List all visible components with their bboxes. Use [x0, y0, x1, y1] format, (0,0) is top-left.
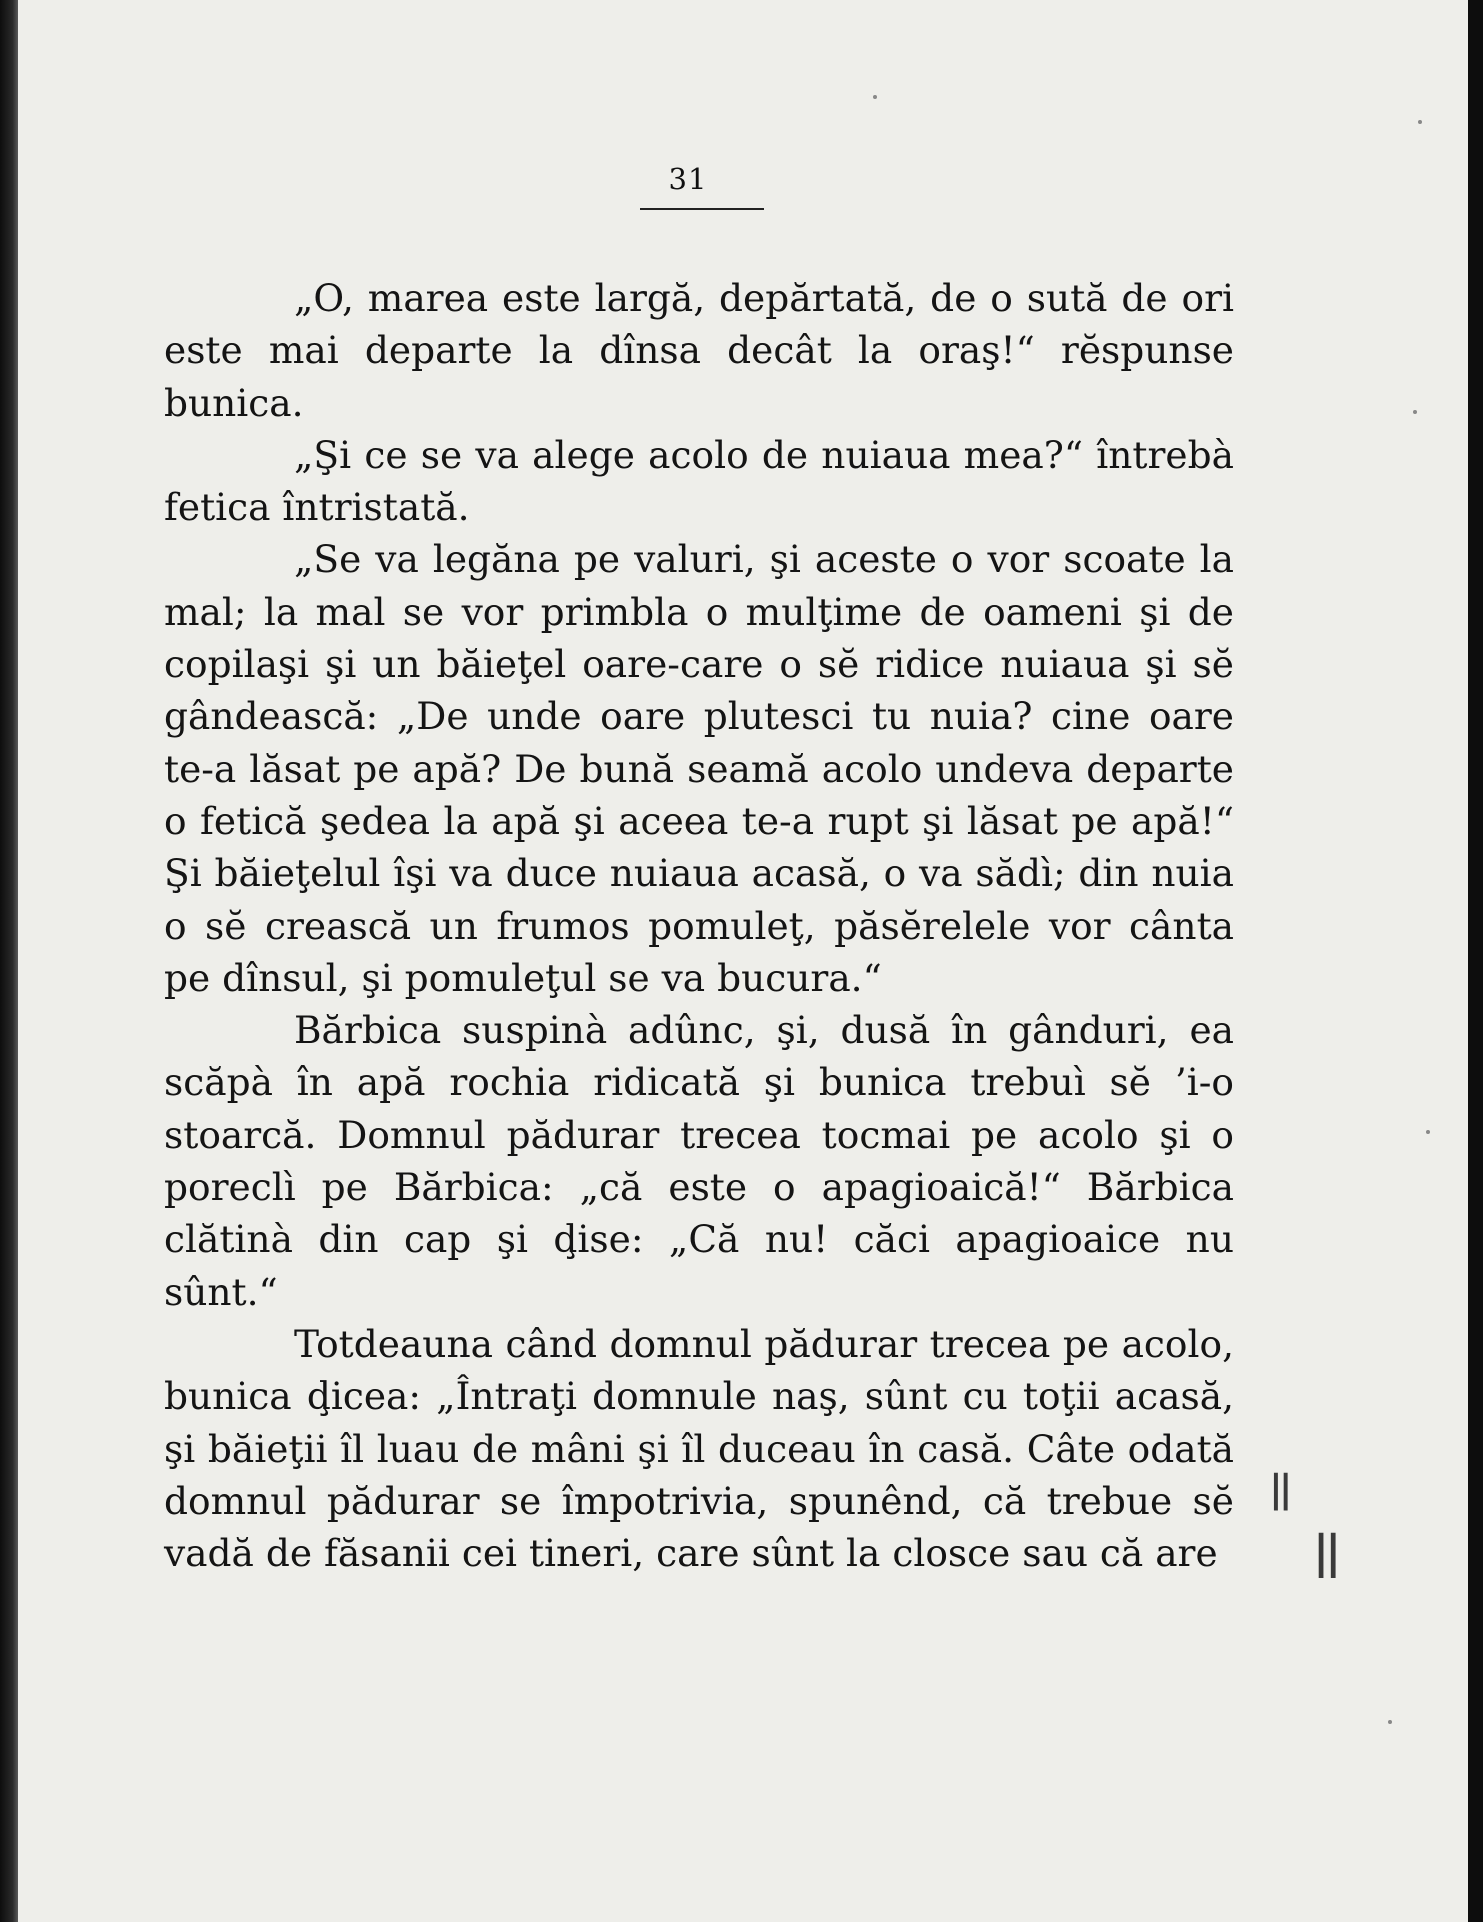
scan-speck: [1418, 120, 1422, 124]
body-text: [164, 272, 1234, 1579]
book-spine-shadow: [0, 0, 18, 1922]
paragraph: „Şi ce se va alege acolo de nuiaua mea?“ întrebà fetica întristată.: [164, 432, 1234, 530]
margin-annotation: ǀǀ: [1270, 1466, 1290, 1512]
scan-speck: [873, 95, 877, 99]
paragraph: „O, marea este largă, depărtată, de o sută de ori este mai departe la dînsa decât la oraş!“ rĕspunse bunica.: [164, 276, 1234, 425]
page-number-rule: [640, 208, 764, 210]
scan-speck: [1413, 410, 1417, 414]
paragraph: „Se va legăna pe valuri, şi aceste o vor scoate la mal; la mal se vor primbla o mulţime de oameni şi de copilaşi şi un băieţel oare-care o sĕ ridice nuiaua şi sĕ gândească: „De unde oare plutesci tu nuia? cine oare te-a lăsat pe apă? De bună seamă acolo undeva departe o fetică şedea la apă şi aceea te-a rupt şi lăsat pe apă!“ Şi băieţelul îşi va duce nuiaua acasă, o va sădì; din nuia o sĕ crească un frumos pomuleţ, păsĕrelele vor cânta pe dînsul, şi pomuleţul se va bucura.“: [164, 537, 1234, 1000]
scanned-page: [18, 0, 1468, 1922]
scan-speck: [1426, 1130, 1430, 1134]
page-edge-shadow: [1468, 0, 1483, 1922]
margin-annotation: ǀǀ: [1314, 1524, 1339, 1580]
page-number: 31: [668, 162, 708, 196]
scan-speck: [1388, 1720, 1392, 1724]
paragraph: Bărbica suspinà adûnc, şi, dusă în gânduri, ea scăpà în apă rochia ridicată şi bunica trebuì sĕ ’i-o stoarcă. Domnul pădurar trecea tocmai pe acolo şi o poreclì pe Bărbica: „că este o apagioaică!“ Bărbica clătinà din cap şi ḑise: „Că nu! căci apagioaice nu sûnt.“: [164, 1008, 1234, 1314]
paragraph: Totdeauna când domnul pădurar trecea pe acolo, bunica ḑicea: „Întraţi domnule naş, sûnt cu toţii acasă, şi băieţii îl luau de mâni şi îl duceau în casă. Câte odată domnul pădurar se împotrivia, spunênd, că trebue sĕ vadă de făsanii cei tineri, care sûnt la closce sau că are: [164, 1321, 1234, 1576]
